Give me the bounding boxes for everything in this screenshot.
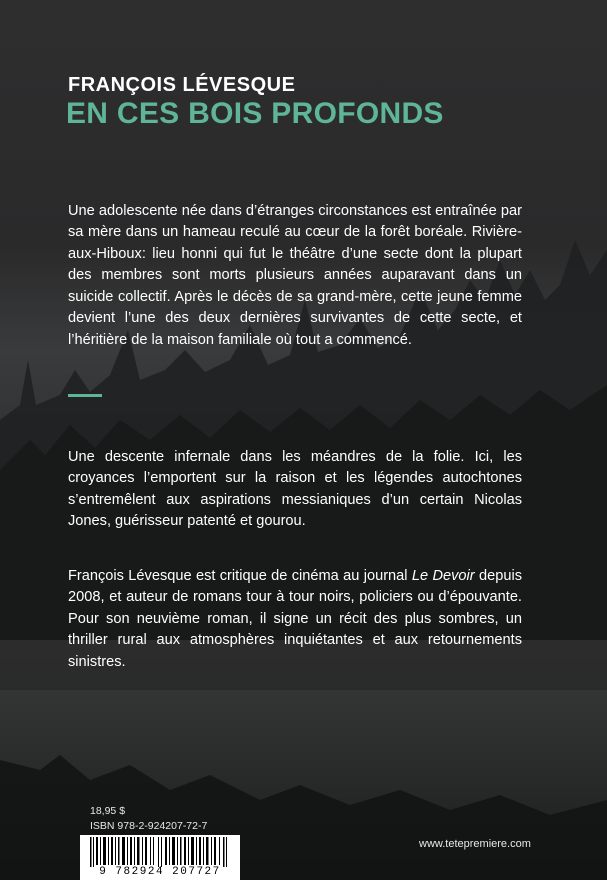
newspaper-name: Le Devoir: [411, 567, 475, 584]
barcode-digits: 9 782924 207727: [99, 866, 221, 878]
author-bio-text: François Lévesque est critique de cinéma au journal: [68, 567, 412, 584]
synopsis-paragraph: Une descente infernale dans les méandres de la folie. Ici, les croyances l’emportent sur la raison et les légendes autochtones s’entremêlent aux aspirations messianiques d’un certain Nicolas Jones, guérisseur patenté et gourou.: [68, 448, 522, 530]
publisher-website: www.tetepremiere.com: [419, 838, 531, 850]
section-divider: [68, 394, 102, 397]
barcode: [80, 835, 240, 880]
author-bio-text: depuis 2008, et auteur de romans tour à tour noirs, policiers ou d’épouvante. Pour son neuvième roman, il signe un récit des plus sombres, un thriller rural aux atmosphères inquiétantes et aux retournements sinistres.: [68, 567, 522, 670]
synopsis-paragraph: Une adolescente née dans d’étranges circonstances est entraînée par sa mère dans un hameau reculé au cœur de la forêt boréale. Rivière-aux-Hiboux: lieu honni qui fut le théâtre d’une secte dont la plupart des membres sont morts plusieurs années auparavant dans un suicide collectif. Après le décès de sa grand-mère, cette jeune femme devient l’une des deux dernières survivantes de cette secte, et l’héritière de la maison familiale où tout a commencé.: [68, 202, 522, 348]
author-name: FRANÇOIS LÉVESQUE: [68, 74, 296, 96]
author-bio-paragraph: [68, 566, 522, 674]
barcode-bars: [80, 835, 240, 867]
isbn-label: ISBN 978-2-924207-72-7: [90, 820, 208, 832]
book-title: EN CES BOIS PROFONDS: [66, 97, 444, 130]
price-label: 18,95 $: [90, 805, 126, 817]
